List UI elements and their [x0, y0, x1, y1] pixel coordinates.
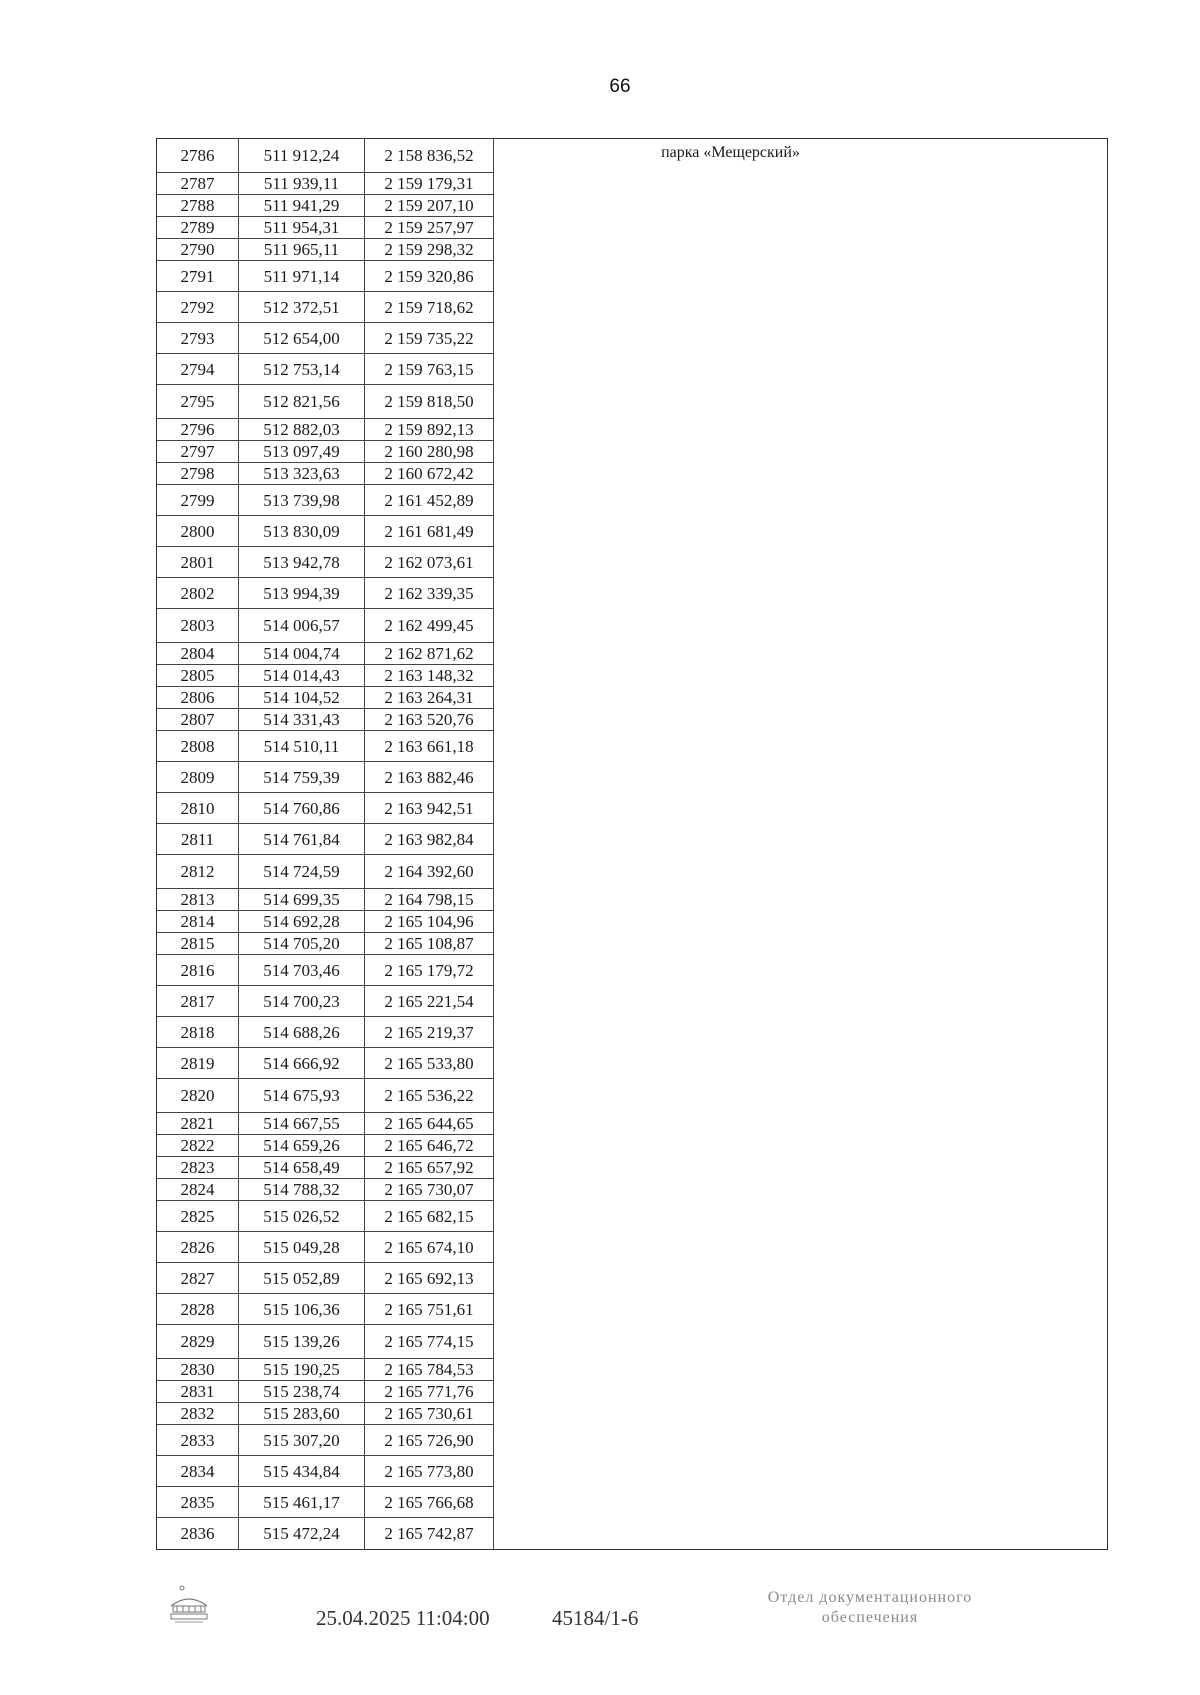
- point-number-cell: 2796: [157, 419, 239, 441]
- y-coordinate-cell: 2 165 644,65: [365, 1113, 493, 1135]
- x-coordinate-cell: 512 821,56: [239, 385, 365, 419]
- y-coordinate-cell: 2 165 726,90: [365, 1425, 493, 1456]
- x-coordinate-cell: 513 994,39: [239, 578, 365, 609]
- point-number-cell: 2811: [157, 824, 239, 855]
- point-number-cell: 2814: [157, 911, 239, 933]
- y-coordinate-cell: 2 160 280,98: [365, 441, 493, 463]
- y-coordinate-cell: 2 165 536,22: [365, 1079, 493, 1113]
- point-number-cell: 2792: [157, 292, 239, 323]
- x-coordinate-cell: 515 026,52: [239, 1201, 365, 1232]
- point-number-cell: 2832: [157, 1403, 239, 1425]
- x-coordinate-cell: 514 331,43: [239, 709, 365, 731]
- y-coordinate-cell: 2 165 682,15: [365, 1201, 493, 1232]
- point-number-cell: 2795: [157, 385, 239, 419]
- point-number-cell: 2819: [157, 1048, 239, 1079]
- coordinates-table: [156, 138, 1108, 1550]
- x-coordinate-cell: 514 699,35: [239, 889, 365, 911]
- point-number-cell: 2793: [157, 323, 239, 354]
- y-coordinate-cell: 2 165 104,96: [365, 911, 493, 933]
- y-coordinate-cell: 2 159 207,10: [365, 195, 493, 217]
- x-coordinate-cell: 511 954,31: [239, 217, 365, 239]
- y-coordinate-cell: 2 165 692,13: [365, 1263, 493, 1294]
- x-coordinate-cell: 512 753,14: [239, 354, 365, 385]
- y-coordinate-cell: 2 158 836,52: [365, 139, 493, 173]
- x-coordinate-cell: 514 006,57: [239, 609, 365, 643]
- point-number-cell: 2813: [157, 889, 239, 911]
- x-coordinate-cell: 514 659,26: [239, 1135, 365, 1157]
- point-number-cell: 2836: [157, 1518, 239, 1549]
- y-coordinate-cell: 2 165 674,10: [365, 1232, 493, 1263]
- point-number-cell: 2803: [157, 609, 239, 643]
- x-coordinate-cell: 515 106,36: [239, 1294, 365, 1325]
- x-coordinate-cell: 514 675,93: [239, 1079, 365, 1113]
- y-coordinate-cell: 2 163 942,51: [365, 793, 493, 824]
- y-coordinate-cell: 2 163 148,32: [365, 665, 493, 687]
- y-coordinate-cell: 2 165 773,80: [365, 1456, 493, 1487]
- page-footer: [0, 1582, 1200, 1662]
- x-coordinate-cell: 515 307,20: [239, 1425, 365, 1456]
- table-description: [493, 139, 1107, 1549]
- x-coordinate-cell: 511 971,14: [239, 261, 365, 292]
- point-number-cell: 2797: [157, 441, 239, 463]
- y-coordinate-cell: 2 159 298,32: [365, 239, 493, 261]
- point-number-cell: 2794: [157, 354, 239, 385]
- point-number-cell: 2805: [157, 665, 239, 687]
- x-coordinate-cell: 515 190,25: [239, 1359, 365, 1381]
- point-number-cell: 2800: [157, 516, 239, 547]
- point-number-cell: 2828: [157, 1294, 239, 1325]
- y-coordinate-cell: 2 165 742,87: [384, 1524, 474, 1543]
- y-coordinate-cell: 2 163 264,31: [365, 687, 493, 709]
- y-coordinate-cell: 2 159 718,62: [365, 292, 493, 323]
- point-number-cell: 2827: [157, 1263, 239, 1294]
- x-coordinate-cell: 515 472,24: [239, 1518, 365, 1549]
- x-coordinate-cell: 514 692,28: [239, 911, 365, 933]
- x-coordinate-cell: 512 372,51: [239, 292, 365, 323]
- point-number-cell: 2790: [157, 239, 239, 261]
- y-coordinate-cell: 2 165 730,61: [365, 1403, 493, 1425]
- point-number-cell: 2826: [157, 1232, 239, 1263]
- x-coordinate-cell: 515 139,26: [239, 1325, 365, 1359]
- footer-document-number: 45184/1-6: [552, 1606, 639, 1630]
- point-number-cell: 2830: [157, 1359, 239, 1381]
- point-number-cell: 2807: [157, 709, 239, 731]
- point-number-cell: 2801: [157, 547, 239, 578]
- x-coordinate-cell: 515 238,74: [239, 1381, 365, 1403]
- x-coordinate-cell: 515 052,89: [239, 1263, 365, 1294]
- point-number-cell: 2820: [157, 1079, 239, 1113]
- point-number-cell: 2808: [157, 731, 239, 762]
- x-coordinate-cell: 515 049,28: [239, 1232, 365, 1263]
- stamp-line-2: обеспечения: [821, 1609, 919, 1626]
- y-coordinate-cell: 2 163 982,84: [365, 824, 493, 855]
- point-number-cell: 2815: [157, 933, 239, 955]
- x-coordinate-cell: 514 700,23: [239, 986, 365, 1017]
- description-text: парка «Мещерский»: [661, 144, 800, 161]
- point-number-cell: 2816: [157, 955, 239, 986]
- point-number-cell: 2806: [157, 687, 239, 709]
- y-coordinate-cell: 2 161 681,49: [365, 516, 493, 547]
- point-number-cell: 2809: [157, 762, 239, 793]
- y-coordinate-cell: 2 165 774,15: [365, 1325, 493, 1359]
- page-number: 66: [609, 76, 631, 97]
- point-number-cell: 2798: [157, 463, 239, 485]
- x-coordinate-cell: 515 434,84: [239, 1456, 365, 1487]
- y-coordinate-cell: 2 162 499,45: [365, 609, 493, 643]
- x-coordinate-cell: 514 666,92: [239, 1048, 365, 1079]
- x-coordinate-cell: 514 788,32: [239, 1179, 365, 1201]
- y-coordinate-cell: 2 164 798,15: [365, 889, 493, 911]
- y-coordinate-cell: 2 165 219,37: [365, 1017, 493, 1048]
- y-coordinate-cell: 2 161 452,89: [365, 485, 493, 516]
- x-coordinate-cell: 511 939,11: [239, 173, 365, 195]
- y-coordinate-cell: 2 165 784,53: [365, 1359, 493, 1381]
- x-coordinate-cell: 512 882,03: [239, 419, 365, 441]
- x-coordinate-cell: 511 941,29: [239, 195, 365, 217]
- point-number-cell: 2823: [157, 1157, 239, 1179]
- y-coordinate-cell: 2 159 257,97: [365, 217, 493, 239]
- y-coordinate-cell: 2 162 339,35: [365, 578, 493, 609]
- point-number-cell: 2835: [157, 1487, 239, 1518]
- x-coordinate-cell: 513 830,09: [239, 516, 365, 547]
- x-coordinate-cell: 511 965,11: [239, 239, 365, 261]
- y-coordinate-cell: 2 165 771,76: [365, 1381, 493, 1403]
- y-coordinate-cell: 2 165 221,54: [365, 986, 493, 1017]
- y-coordinate-cell: 2 159 735,22: [365, 323, 493, 354]
- y-coordinate-cell: 2 165 730,07: [365, 1179, 493, 1201]
- y-coordinate-cell: 2 163 661,18: [365, 731, 493, 762]
- point-number-cell: 2804: [157, 643, 239, 665]
- point-number-cell: 2788: [157, 195, 239, 217]
- point-number-cell: 2787: [157, 173, 239, 195]
- point-number-cell: 2831: [157, 1381, 239, 1403]
- y-coordinate-cell: 2 165 646,72: [365, 1135, 493, 1157]
- y-coordinate-cell: 2 164 392,60: [365, 855, 493, 889]
- point-number-cell: 2829: [157, 1325, 239, 1359]
- x-coordinate-cell: 515 461,17: [239, 1487, 365, 1518]
- x-coordinate-cell: 514 658,49: [239, 1157, 365, 1179]
- point-number-cell: 2810: [157, 793, 239, 824]
- point-number-cell: 2812: [157, 855, 239, 889]
- x-coordinate-cell: 514 760,86: [239, 793, 365, 824]
- y-coordinate-cell: 2 165 766,68: [365, 1487, 493, 1518]
- y-coordinate-cell: 2 162 073,61: [365, 547, 493, 578]
- x-coordinate-cell: 514 705,20: [239, 933, 365, 955]
- x-coordinate-cell: 514 667,55: [239, 1113, 365, 1135]
- y-coordinate-cell: 2 163 882,46: [365, 762, 493, 793]
- y-coordinate-cell: 2 159 818,50: [365, 385, 493, 419]
- point-number-cell: 2802: [157, 578, 239, 609]
- y-coordinate-cell: 2 163 520,76: [365, 709, 493, 731]
- y-coordinate-cell: 2 165 108,87: [365, 933, 493, 955]
- point-number-cell: 2833: [157, 1425, 239, 1456]
- stamp-line-1: Отдел документационного: [767, 1589, 973, 1606]
- x-coordinate-cell: 514 759,39: [239, 762, 365, 793]
- y-coordinate-cell: 2 162 871,62: [365, 643, 493, 665]
- x-coordinate-cell: 514 703,46: [239, 955, 365, 986]
- y-coordinate-cell: 2 165 657,92: [365, 1157, 493, 1179]
- x-coordinate-cell: 514 761,84: [239, 824, 365, 855]
- x-coordinate-cell: 514 688,26: [239, 1017, 365, 1048]
- x-coordinate-cell: 514 004,74: [239, 643, 365, 665]
- x-coordinate-cell: 513 739,98: [239, 485, 365, 516]
- point-number-cell: 2834: [157, 1456, 239, 1487]
- point-number-cell: 2821: [157, 1113, 239, 1135]
- y-coordinate-cell: 2 159 179,31: [365, 173, 493, 195]
- y-coordinate-cell: 2 159 892,13: [365, 419, 493, 441]
- x-coordinate-cell: 511 912,24: [239, 139, 365, 173]
- point-number-cell: 2817: [157, 986, 239, 1017]
- x-coordinate-cell: 513 323,63: [239, 463, 365, 485]
- point-number-cell: 2786: [157, 139, 239, 173]
- y-coordinate-cell: 2 165 751,61: [365, 1294, 493, 1325]
- department-stamp: [720, 1588, 1020, 1628]
- point-number-cell: 2789: [157, 217, 239, 239]
- x-coordinate-cell: 514 724,59: [239, 855, 365, 889]
- point-number-cell: 2818: [157, 1017, 239, 1048]
- y-coordinate-cell: 2 159 320,86: [365, 261, 493, 292]
- x-coordinate-cell: 512 654,00: [239, 323, 365, 354]
- y-coordinate-cell: 2 165 533,80: [365, 1048, 493, 1079]
- y-coordinate-cell: 2 165 179,72: [365, 955, 493, 986]
- x-coordinate-cell: 514 104,52: [239, 687, 365, 709]
- footer-date: 25.04.2025 11:04:00: [316, 1606, 490, 1630]
- point-number-cell: 2824: [157, 1179, 239, 1201]
- x-coordinate-cell: 513 942,78: [239, 547, 365, 578]
- point-number-cell: 2791: [157, 261, 239, 292]
- x-coordinate-cell: 515 283,60: [239, 1403, 365, 1425]
- point-number-cell: 2822: [157, 1135, 239, 1157]
- x-coordinate-cell: 513 097,49: [239, 441, 365, 463]
- x-coordinate-cell: 514 014,43: [239, 665, 365, 687]
- x-coordinate-cell: 514 510,11: [239, 731, 365, 762]
- y-coordinate-cell: 2 159 763,15: [365, 354, 493, 385]
- point-number-cell: 2825: [157, 1201, 239, 1232]
- point-number-cell: 2799: [157, 485, 239, 516]
- emblem-icon: [165, 1584, 213, 1624]
- y-coordinate-cell: 2 160 672,42: [365, 463, 493, 485]
